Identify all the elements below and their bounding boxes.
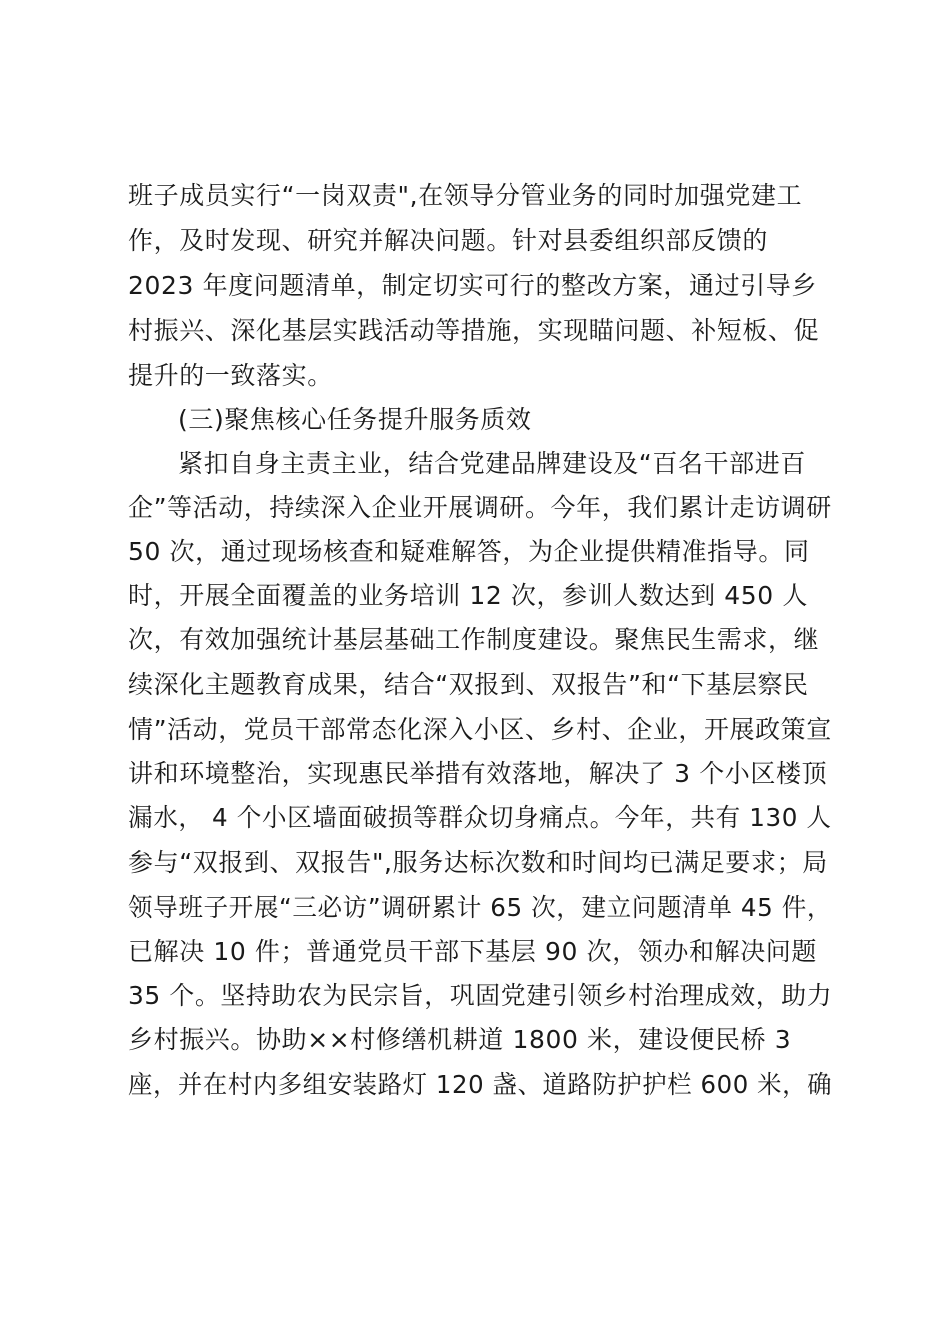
paragraph2-line-7: 情”活动，党员干部常态化深入小区、乡村、企业，开展政策宣 (128, 715, 832, 744)
paragraph1-line-3: 2023 年度问题清单，制定切实可行的整改方案，通过引导乡 (128, 271, 817, 300)
paragraph2-line-10: 参与“双报到、双报告",服务达标次数和时间均已满足要求；局 (128, 848, 828, 877)
paragraph1-line-1: 班子成员实行“一岗双责",在领导分管业务的同时加强党建工 (128, 181, 803, 210)
paragraph2-line-11: 领导班子开展“三必访”调研累计 65 次，建立问题清单 45 件， (128, 893, 833, 922)
paragraph2-line-13: 35 个。坚持助农为民宗旨，巩固党建引领乡村治理成效，助力 (128, 981, 833, 1010)
paragraph1-line-2: 作，及时发现、研究并解决问题。针对县委组织部反馈的 (128, 226, 769, 255)
paragraph2-line-5: 次，有效加强统计基层基础工作制度建设。聚焦民生需求，继 (128, 625, 820, 654)
section-heading: (三)聚焦核心任务提升服务质效 (178, 405, 532, 434)
paragraph2-line-2: 企”等活动，持续深入企业开展调研。今年，我们累计走访调研 (128, 493, 832, 522)
paragraph2-line-6: 续深化主题教育成果，结合“双报到、双报告”和“下基层察民 (128, 670, 809, 699)
paragraph1-line-5: 提升的一致落实。 (128, 361, 333, 390)
paragraph2-line-15: 座，并在村内多组安装路灯 120 盏、道路防护护栏 600 米，确 (128, 1070, 833, 1099)
paragraph2-line-3: 50 次，通过现场核查和疑难解答，为企业提供精准指导。同 (128, 537, 810, 566)
paragraph2-line-14: 乡村振兴。协助××村修缮机耕道 1800 米，建设便民桥 3 (128, 1025, 792, 1054)
paragraph2-line-4: 时，开展全面覆盖的业务培训 12 次，参训人数达到 450 人 (128, 581, 808, 610)
paragraph2-line-1: 紧扣自身主责主业，结合党建品牌建设及“百名干部进百 (178, 449, 806, 478)
paragraph2-line-9: 漏水， 4 个小区墙面破损等群众切身痛点。今年，共有 130 人 (128, 803, 832, 832)
paragraph2-line-8: 讲和环境整治，实现惠民举措有效落地，解决了 3 个小区楼顶 (128, 759, 828, 788)
paragraph1-line-4: 村振兴、深化基层实践活动等措施，实现瞄问题、补短板、促 (128, 316, 820, 345)
paragraph2-line-12: 已解决 10 件；普通党员干部下基层 90 次，领办和解决问题 (128, 937, 818, 966)
